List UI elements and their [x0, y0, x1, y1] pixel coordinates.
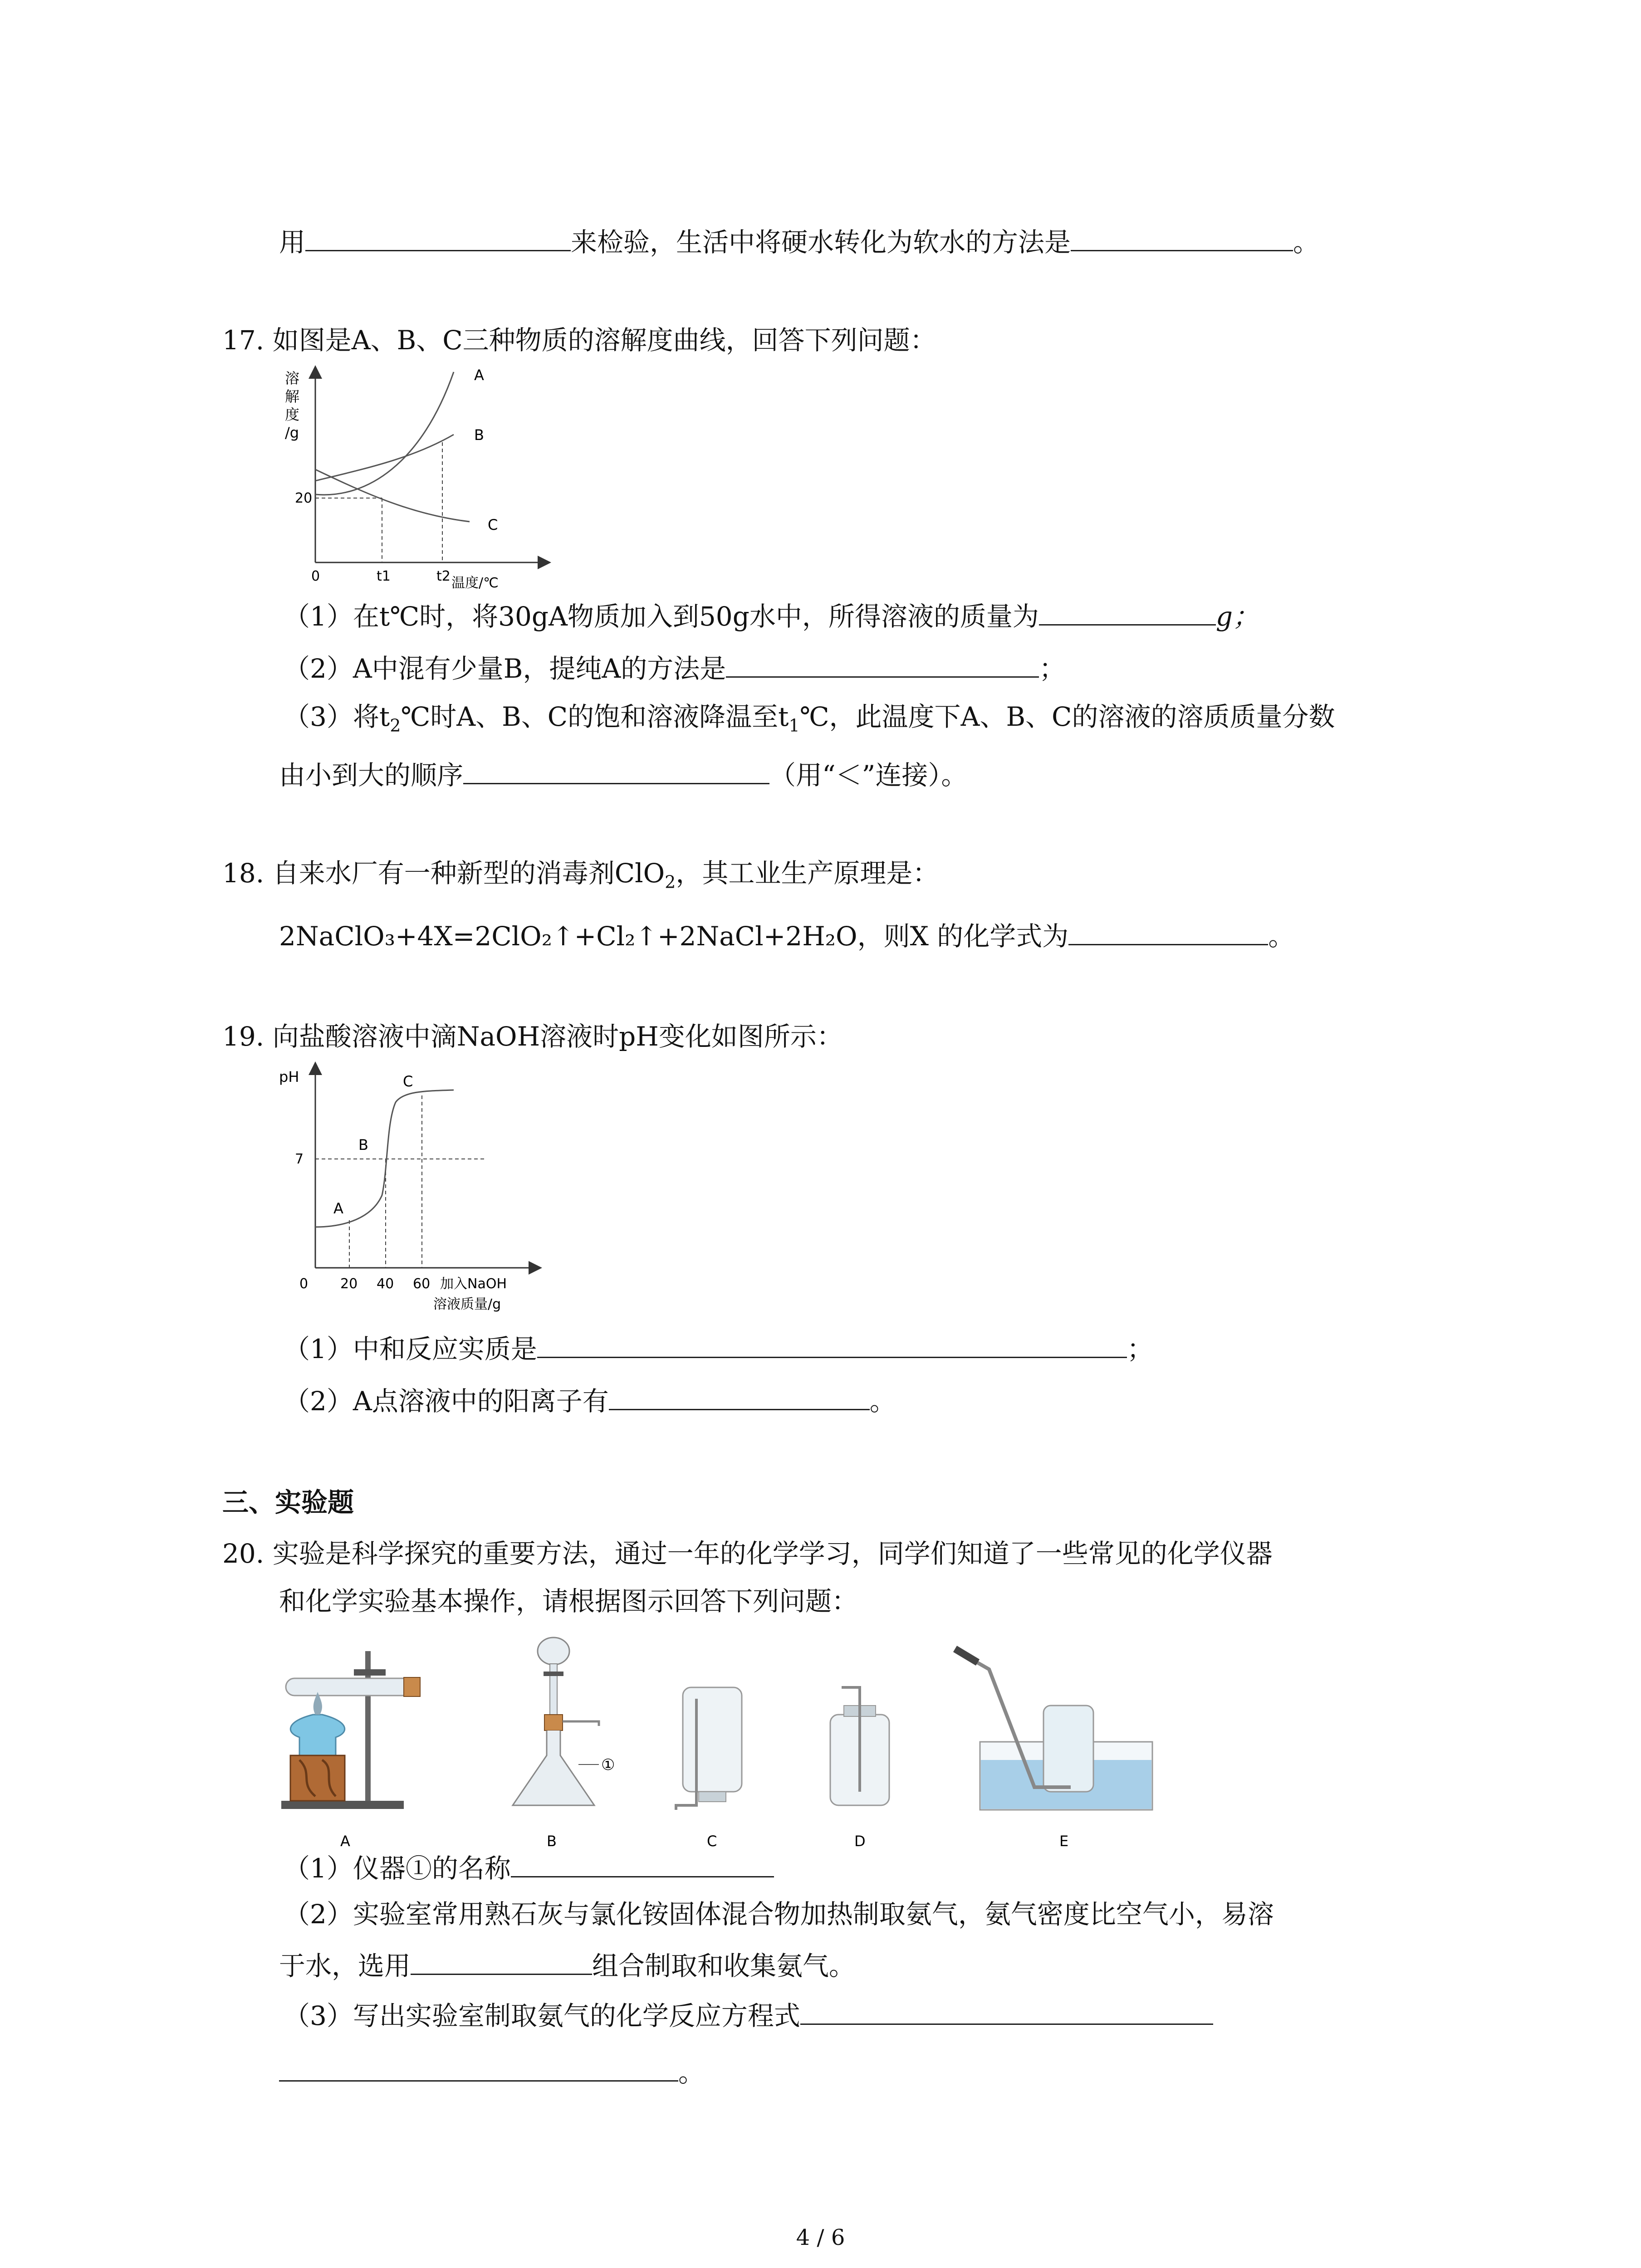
label-e: E [1059, 1833, 1069, 1850]
origin-label: 0 [311, 568, 320, 584]
apparatus-c [676, 1687, 742, 1850]
ylabel-char: 解 [285, 388, 300, 405]
q18-stem: 18. 自来水厂有一种新型的消毒剂ClO$_2$，其工业生产原理是： [222, 858, 939, 892]
x-tick-60: 60 [413, 1276, 431, 1292]
q20-part1: （1）仪器①的名称 [284, 1851, 774, 1884]
answer-blank[interactable] [411, 1948, 592, 1975]
curve-b [315, 435, 454, 481]
section-heading: 三、实验题 [222, 1487, 354, 1518]
marker-1: ① [601, 1756, 615, 1774]
answer-blank[interactable] [537, 1331, 1127, 1358]
q19-ph-chart [277, 1059, 558, 1327]
q20-apparatus-figure [272, 1624, 1180, 1869]
label-c: C [707, 1833, 717, 1850]
q20-part2: （2）实验室常用熟石灰与氯化铵固体混合物加热制取氨气，氨气密度比空气小，易溶 [284, 1899, 1274, 1930]
curve-c [315, 469, 470, 522]
x-axis-label-1: 加入NaOH [440, 1276, 507, 1292]
point-b-label: B [358, 1136, 368, 1154]
apparatus-e [955, 1649, 1152, 1850]
label-d: D [854, 1833, 866, 1850]
q20-part3-line2: 。 [279, 2055, 705, 2088]
q16-tail-line: 用 来检验，生活中将硬水转化为软水的方法是 。 [279, 225, 1319, 258]
q17-part3: （3）将$t_2℃$时A、B、C的饱和溶液降温至$t_1℃$，此温度下A、B、C的溶液的溶质质量分数 [284, 701, 1335, 736]
answer-blank[interactable] [1039, 599, 1216, 626]
page-number: 4 / 6 [796, 2225, 845, 2250]
answer-blank[interactable] [1068, 919, 1268, 945]
q19-part2: （2）A点溶液中的阳离子有 。 [284, 1383, 896, 1417]
q20-stem-1: 20. 实验是科学探究的重要方法，通过一年的化学学习，同学们知道了一些常见的化学仪器 [222, 1538, 1273, 1569]
x-tick-t1: t1 [377, 568, 391, 584]
y-axis-label: pH [279, 1068, 299, 1085]
answer-blank[interactable] [279, 2055, 678, 2082]
x-tick-40: 40 [377, 1276, 394, 1292]
ylabel-char: /g [285, 424, 299, 441]
origin-label: 0 [299, 1276, 309, 1292]
ylabel-char: 溶 [285, 370, 300, 387]
answer-blank[interactable] [726, 651, 1039, 678]
q17-part2: （2）A中混有少量B，提纯A的方法是 ； [284, 651, 1065, 684]
q20-part3: （3）写出实验室制取氨气的化学反应方程式 [284, 1998, 1213, 2032]
point-a-label: A [333, 1200, 343, 1217]
label-a: A [340, 1833, 350, 1850]
q19-stem: 19. 向盐酸溶液中滴NaOH溶液时pH变化如图所示： [222, 1021, 843, 1052]
label-b: B [547, 1833, 557, 1850]
curve-b-label: B [474, 426, 484, 444]
curve-c-label: C [488, 516, 498, 533]
apparatus-b [513, 1637, 615, 1850]
q17-part3-line2: 由小到大的顺序 （用“＜”连接）。 [279, 758, 967, 791]
curve-a-label: A [474, 367, 484, 384]
x-axis-label-2: 溶液质量/g [433, 1296, 501, 1312]
answer-blank[interactable] [609, 1383, 870, 1410]
q19-part1: （1）中和反应实质是 ； [284, 1331, 1153, 1365]
apparatus-d [830, 1687, 889, 1850]
y-tick-20: 20 [295, 490, 313, 506]
q17-part1: （1）在t℃时，将30gA物质加入到50g水中，所得溶液的质量为 g； [284, 599, 1259, 632]
apparatus-a [281, 1651, 420, 1850]
q20-stem-2: 和化学实验基本操作，请根据图示回答下列问题： [279, 1586, 858, 1617]
q17-stem: 17. 如图是A、B、C三种物质的溶解度曲线，回答下列问题： [222, 325, 936, 356]
x-tick-20: 20 [340, 1276, 358, 1292]
answer-blank[interactable] [800, 1998, 1213, 2025]
point-c-label: C [403, 1073, 413, 1090]
answer-blank[interactable] [305, 225, 571, 251]
answer-blank[interactable] [1071, 225, 1293, 251]
x-tick-t2: t2 [436, 568, 451, 584]
q20-part2-line2: 于水，选用 组合制取和收集氨气。 [279, 1948, 855, 1982]
answer-blank[interactable] [511, 1851, 774, 1877]
answer-blank[interactable] [463, 758, 769, 784]
q18-equation: 2NaClO₃+4X=2ClO₂↑+Cl₂↑+2NaCl+2H₂O，则X 的化学式为 。 [279, 919, 1294, 952]
ylabel-char: 度 [285, 406, 300, 423]
y-tick-7: 7 [295, 1151, 304, 1167]
q17-solubility-chart [277, 363, 558, 590]
x-axis-label: 温度/℃ [451, 575, 499, 590]
